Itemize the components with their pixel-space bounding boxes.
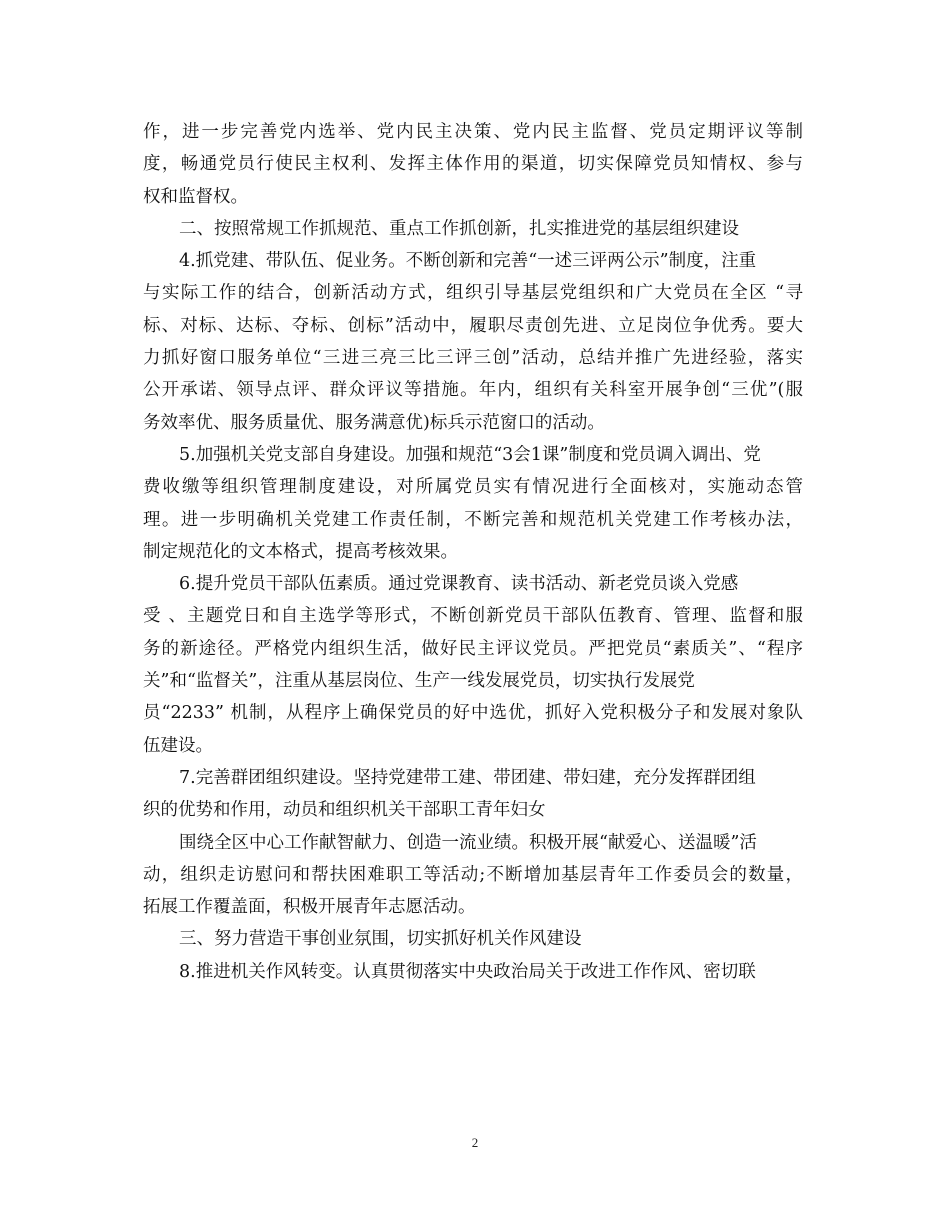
section-heading: 二、按照常规工作抓规范、重点工作抓创新，扎实推进党的基层组织建设 [179, 218, 739, 239]
text-line: 围绕全区中心工作献智献力、创造一流业绩。积极开展“献爱心、送温暖”活 [179, 832, 757, 853]
text-line: 5.加强机关党支部自身建设。加强和规范“3会1课”制度和党员调入调出、党 [179, 444, 761, 465]
text-line: 员“2233” 机制，从程序上确保党员的好中选优，抓好入党积极分子和发展对象队 [143, 703, 803, 724]
text-line: 8.推进机关作风转变。认真贯彻落实中央政治局关于改进工作作风、密切联 [179, 961, 756, 982]
text-line: 拓展工作覆盖面，积极开展青年志愿活动。 [143, 897, 476, 918]
text-line: 织的优势和作用，动员和组织机关干部职工青年妇女 [143, 800, 546, 821]
text-line: 公开承诺、领导点评、群众评议等措施。年内，组织有关科室开展争创“三优”(服 [143, 380, 803, 401]
text-line: 关”和“监督关”，注重从基层岗位、生产一线发展党员，切实执行发展党 [143, 671, 695, 692]
text-line: 度，畅通党员行使民主权利、发挥主体作用的渠道，切实保障党员知情权、参与 [143, 154, 803, 175]
text-line: 费收缴等组织管理制度建设，对所属党员实有情况进行全面核对，实施动态管 [143, 477, 803, 498]
text-line: 权和监督权。 [143, 186, 248, 207]
text-line: 受 、主题党日和自主选学等形式，不断创新党员干部队伍教育、管理、监督和服 [143, 606, 803, 627]
text-line: 7.完善群团组织建设。坚持党建带工建、带团建、带妇建，充分发挥群团组 [179, 767, 756, 788]
page-number: 2 [471, 1135, 479, 1150]
text-line: 6.提升党员干部队伍素质。通过党课教育、读书活动、新老党员谈入党感 [179, 574, 739, 595]
text-line: 4.抓党建、带队伍、促业务。不断创新和完善“一述三评两公示”制度，注重 [179, 251, 757, 272]
text-line: 理。进一步明确机关党建工作责任制，不断完善和规范机关党建工作考核办法， [143, 509, 803, 530]
text-line: 动，组织走访慰问和帮扶困难职工等活动;不断增加基层青年工作委员会的数量， [143, 864, 803, 885]
text-line: 制定规范化的文本格式，提高考核效果。 [143, 541, 458, 562]
text-line: 标、对标、达标、夺标、创标”活动中，履职尽责创先进、立足岗位争优秀。要大 [143, 315, 803, 336]
section-heading: 三、努力营造干事创业氛围，切实抓好机关作风建设 [179, 929, 582, 950]
text-line: 务的新途径。严格党内组织生活，做好民主评议党员。严把党员“素质关”、“程序 [143, 638, 803, 659]
text-line: 力抓好窗口服务单位“三进三亮三比三评三创”活动，总结并推广先进经验，落实 [143, 348, 803, 369]
text-line: 务效率优、服务质量优、服务满意优)标兵示范窗口的活动。 [143, 412, 605, 433]
text-line: 作，进一步完善党内选举、党内民主决策、党内民主监督、党员定期评议等制 [143, 122, 803, 142]
text-line: 与实际工作的结合，创新活动方式，组织引导基层党组织和广大党员在全区 “寻 [143, 283, 803, 304]
text-line: 伍建设。 [143, 735, 213, 756]
body-text [143, 116, 803, 988]
